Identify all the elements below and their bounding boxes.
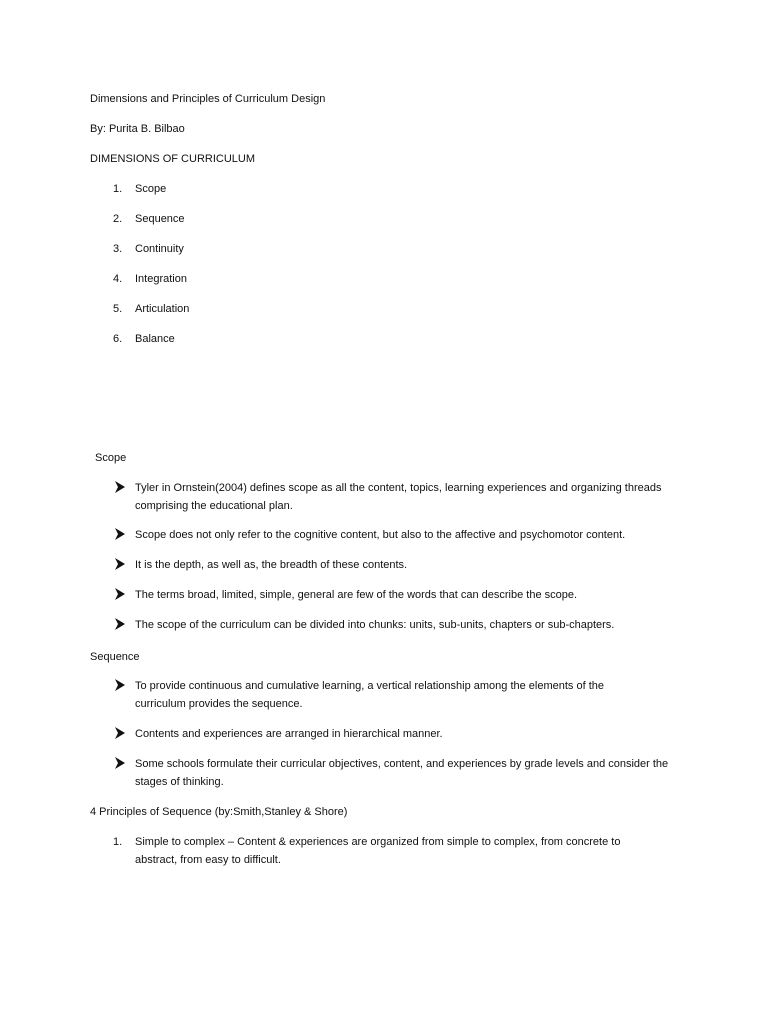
arrow-bullet-icon bbox=[115, 528, 127, 542]
arrow-bullet-icon bbox=[115, 588, 127, 602]
list-item-text: Tyler in Ornstein(2004) defines scope as all the content, topics, learning experiences and organizing threads comprising the educational plan. bbox=[135, 482, 662, 512]
list-item-number: 1. bbox=[113, 836, 123, 848]
list-item-label: Sequence bbox=[135, 213, 185, 225]
list-item-text: The terms broad, limited, simple, general are few of the words that can describe the scope. bbox=[135, 589, 578, 601]
list-item-text: Scope does not only refer to the cognitive content, but also to the affective and psychomotor content. bbox=[135, 529, 626, 541]
list-item-number: 5. bbox=[113, 303, 123, 315]
list-item-label: Continuity bbox=[135, 243, 184, 255]
list-item-number: 3. bbox=[113, 243, 123, 255]
list-item-number: 6. bbox=[113, 333, 123, 345]
list-item-text: It is the depth, as well as, the breadth of these contents. bbox=[135, 559, 408, 571]
arrow-bullet-icon bbox=[115, 618, 127, 632]
list-item-text: Some schools formulate their curricular objectives, content, and experiences by grade levels and consider the stages of thinking. bbox=[135, 758, 669, 788]
arrow-bullet-icon bbox=[115, 558, 127, 572]
list-item-number: 4. bbox=[113, 273, 123, 285]
list-item-label: Articulation bbox=[135, 303, 190, 315]
list-item-number: 2. bbox=[113, 213, 123, 225]
list-item-text: Contents and experiences are arranged in hierarchical manner. bbox=[135, 728, 443, 740]
document-title: Dimensions and Principles of Curriculum Design bbox=[90, 93, 326, 105]
arrow-bullet-icon bbox=[115, 481, 127, 495]
dimensions-heading: DIMENSIONS OF CURRICULUM bbox=[90, 153, 256, 165]
list-item-label: Scope bbox=[135, 183, 167, 195]
arrow-bullet-icon bbox=[115, 679, 127, 693]
principles-heading: 4 Principles of Sequence (by:Smith,Stanley & Shore) bbox=[90, 806, 348, 818]
list-item-text: Simple to complex – Content & experiences are organized from simple to complex, from concrete to abstract, from easy to difficult. bbox=[135, 836, 621, 866]
scope-heading: Scope bbox=[95, 452, 127, 464]
document-author: By: Purita B. Bilbao bbox=[90, 123, 185, 135]
list-item-label: Balance bbox=[135, 333, 175, 345]
sequence-heading: Sequence bbox=[90, 651, 140, 663]
arrow-bullet-icon bbox=[115, 727, 127, 741]
arrow-bullet-icon bbox=[115, 757, 127, 771]
list-item-number: 1. bbox=[113, 183, 123, 195]
list-item-text: To provide continuous and cumulative learning, a vertical relationship among the elements of the curriculum provides the sequence. bbox=[135, 680, 604, 710]
list-item-text: The scope of the curriculum can be divided into chunks: units, sub-units, chapters or sub-chapters. bbox=[135, 619, 615, 631]
list-item-label: Integration bbox=[135, 273, 187, 285]
